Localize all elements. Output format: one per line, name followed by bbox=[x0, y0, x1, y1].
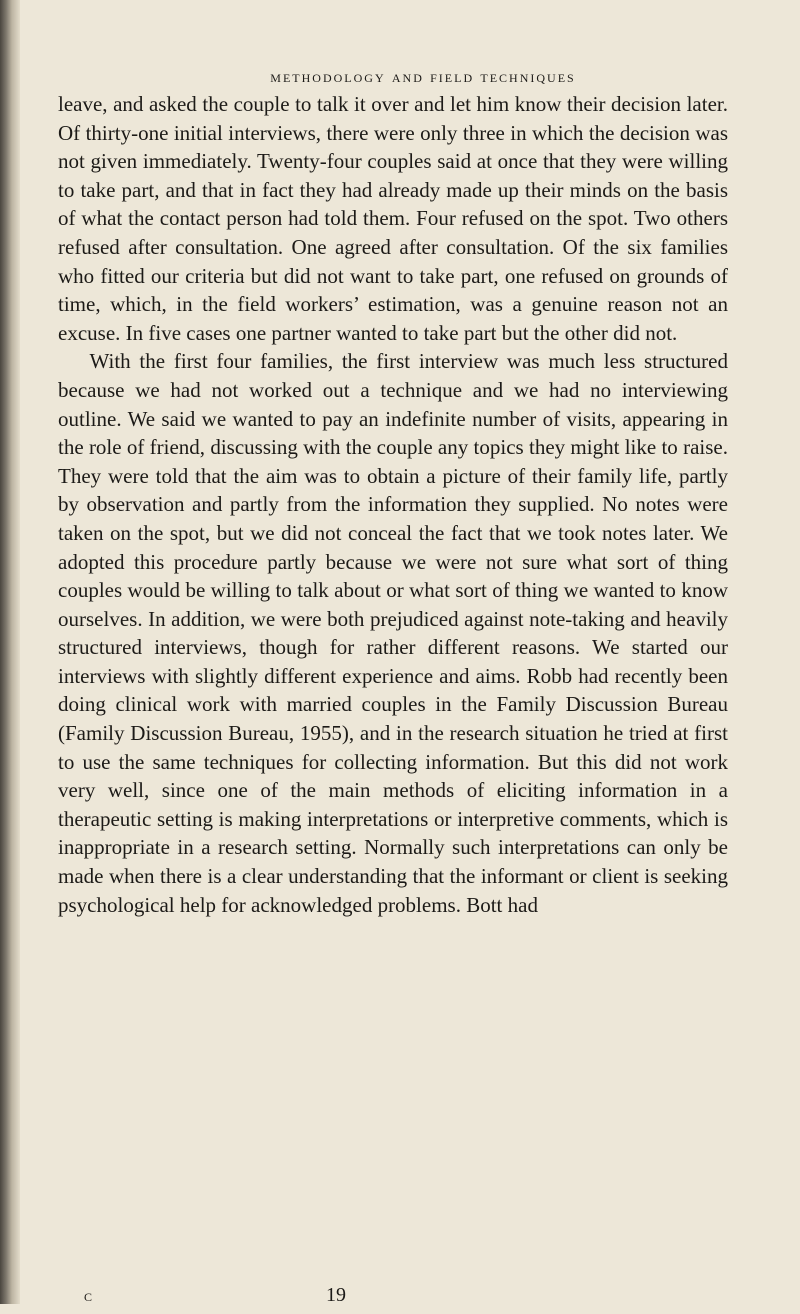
running-head: methodology and field techniques bbox=[270, 67, 576, 86]
book-binding-shadow bbox=[0, 0, 20, 1304]
paragraph-2: With the first four families, the first interview was much less structured because we had not worked out a technique and we had no interviewing outline. We said we wanted to pay an indefinite number of visits, appearing in the role of friend, discussing with the couple any topics they might like to raise. They were told that the aim was to obtain a picture of their family life, partly by observation and partly from the information they supplied. No notes were taken on the spot, but we did not conceal the fact that we took notes later. We adopted this procedure partly because we were not sure what sort of thing couples would be willing to talk about or what sort of thing we wanted to know ourselves. In addition, we were both prejudiced against note-taking and heavily structured interviews, though for rather different reasons. We started our interviews with slightly different experience and aims. Robb had recently been doing clinical work with married couples in the Family Discussion Bureau (Family Discussion Bureau, 1955), and in the research situation he tried at first to use the same techniques for collecting information. But this did not work very well, since one of the main methods of eliciting information in a therapeutic setting is making interpretations or interpretive comments, which is inappropriate in a research setting. Normally such interpretations can only be made when there is a clear understanding that the informant or client is seeking psychological help for acknowledged problems. Bott had bbox=[58, 349, 728, 917]
page-footer bbox=[58, 1284, 728, 1314]
book-page bbox=[58, 64, 728, 1306]
signature-mark: c bbox=[84, 1286, 93, 1305]
body-text bbox=[58, 90, 728, 919]
paragraph-1: leave, and asked the couple to talk it over and let him know their decision later. Of thirty-one initial interviews, there were only three in which the decision was not given immediately. Twenty-four couples said at once that they were willing to take part, and that in fact they had already made up their minds on the basis of what the contact person had told them. Four refused on the spot. Two others refused after consultation. One agreed after consultation. Of the six families who fitted our criteria but did not want to take part, one refused on grounds of time, which, in the field workers’ estimation, was a genuine reason not an excuse. In five cases one partner wanted to take part but the other did not. bbox=[58, 92, 728, 345]
page-number: 19 bbox=[326, 1284, 346, 1306]
